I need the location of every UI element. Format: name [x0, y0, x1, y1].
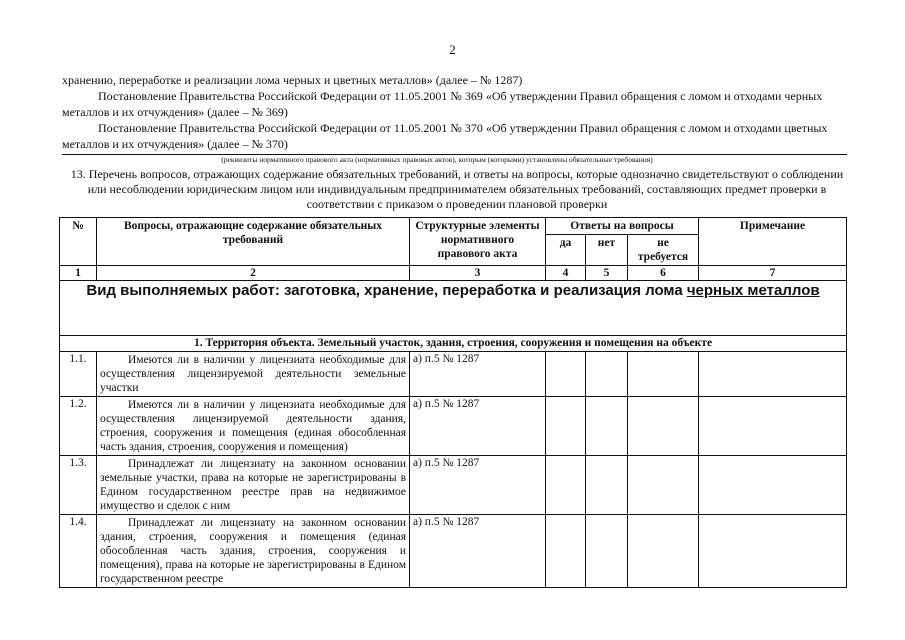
row-number: 1.2. — [60, 397, 97, 456]
work-type-underlined: черных металлов — [686, 282, 820, 299]
header-note: Примечание — [699, 218, 847, 266]
row-question — [97, 515, 410, 588]
row-number: 1.4. — [60, 515, 97, 588]
row-question — [97, 397, 410, 456]
row-question — [97, 352, 410, 397]
answer-yes-cell[interactable] — [546, 352, 586, 397]
note-cell[interactable] — [699, 397, 847, 456]
header-yes: да — [546, 235, 586, 266]
intro-block — [62, 72, 852, 212]
row-reference: а) п.5 № 1287 — [410, 352, 546, 397]
header-row-1 — [60, 218, 847, 235]
requisites-caption: (реквизиты нормативного правового акта (нормативных правовых актов), которым (которыми) установлены обязательные требования) — [221, 155, 653, 164]
checklist-table — [59, 217, 847, 588]
col-number: 4 — [546, 266, 586, 281]
decree-369: Постановление Правительства Российской Федерации от 11.05.2001 № 369 «Об утверждении Правил обращения с ломом и отходами черных металлов и их отчуждения» (далее – № 369) — [62, 89, 823, 119]
col-number: 7 — [699, 266, 847, 281]
answer-not-required-cell[interactable] — [628, 397, 699, 456]
header-answers: Ответы на вопросы — [546, 218, 699, 235]
answer-yes-cell[interactable] — [546, 456, 586, 515]
header-elements: Структурные элементы нормативного правового акта — [410, 218, 546, 266]
work-type-prefix: Вид выполняемых работ: заготовка, хранение, переработка и реализация лома — [86, 282, 683, 299]
col-number: 1 — [60, 266, 97, 281]
intro-line-1287: хранению, переработке и реализации лома черных и цветных металлов» (далее – № 1287) — [62, 73, 523, 87]
section-title: 1. Территория объекта. Земельный участок, здания, строения, сооружения и помещения на объекте — [60, 336, 847, 352]
header-not-required: не требуется — [628, 235, 699, 266]
table-row — [60, 397, 847, 456]
table-row — [60, 456, 847, 515]
answer-no-cell[interactable] — [586, 352, 628, 397]
row-reference: а) п.5 № 1287 — [410, 515, 546, 588]
answer-not-required-cell[interactable] — [628, 456, 699, 515]
table-row — [60, 352, 847, 397]
note-cell[interactable] — [699, 352, 847, 397]
answer-no-cell[interactable] — [586, 515, 628, 588]
row-question — [97, 456, 410, 515]
col-number: 5 — [586, 266, 628, 281]
header-questions: Вопросы, отражающие содержание обязательных требований — [97, 218, 410, 266]
table-row — [60, 515, 847, 588]
work-type-title — [60, 281, 847, 336]
note-cell[interactable] — [699, 515, 847, 588]
decree-370: Постановление Правительства Российской Федерации от 11.05.2001 № 370 «Об утверждении Правил обращения с ломом и отходами цветных металлов и их отчуждения» (далее – № 370) — [62, 121, 828, 151]
row-reference: а) п.5 № 1287 — [410, 397, 546, 456]
column-numbers-row — [60, 266, 847, 281]
header-num: № — [60, 218, 97, 266]
col-number: 6 — [628, 266, 699, 281]
answer-not-required-cell[interactable] — [628, 515, 699, 588]
answer-no-cell[interactable] — [586, 397, 628, 456]
answer-yes-cell[interactable] — [546, 397, 586, 456]
col-number: 2 — [97, 266, 410, 281]
row-number: 1.3. — [60, 456, 97, 515]
header-no: нет — [586, 235, 628, 266]
col-number: 3 — [410, 266, 546, 281]
answer-not-required-cell[interactable] — [628, 352, 699, 397]
row-number: 1.1. — [60, 352, 97, 397]
row-question-text: Имеются ли в наличии у лицензиата необходимые для осуществления лицензируемой деятельности земельные участки — [100, 354, 406, 394]
work-type-row — [60, 281, 847, 336]
row-question-text: Принадлежат ли лицензиату на законном основании земельные участки, права на которые не зарегистрированы в Едином государственном реестре прав на недвижимое имущество и сделок с ним — [100, 458, 406, 512]
answer-yes-cell[interactable] — [546, 515, 586, 588]
row-question-text: Принадлежат ли лицензиату на законном основании здания, строения, сооружения и помещения (единая обособленная часть здания, строения, сооружения и помещения), права на которые не зарегистрированы в Едином государственном реестре — [100, 517, 406, 585]
page-number: 2 — [449, 42, 456, 57]
section-row — [60, 336, 847, 352]
row-reference: а) п.5 № 1287 — [410, 456, 546, 515]
note-cell[interactable] — [699, 456, 847, 515]
answer-no-cell[interactable] — [586, 456, 628, 515]
item-13-heading: 13. Перечень вопросов, отражающих содержание обязательных требований, и ответы на вопросы, которые однозначно свидетельствуют о соблюдении или несоблюдении юридическим лицом или индивидуальным предпринимателем обязательных требований, составляющих предмет проверки в соответствии с приказом о проведении плановой проверки — [70, 167, 844, 211]
row-question-text: Имеются ли в наличии у лицензиата необходимые для осуществления лицензируемой деятельности здания, строения, сооружения и помещения (единая обособленная часть здания, строения, сооружения и помещения) — [100, 399, 406, 453]
